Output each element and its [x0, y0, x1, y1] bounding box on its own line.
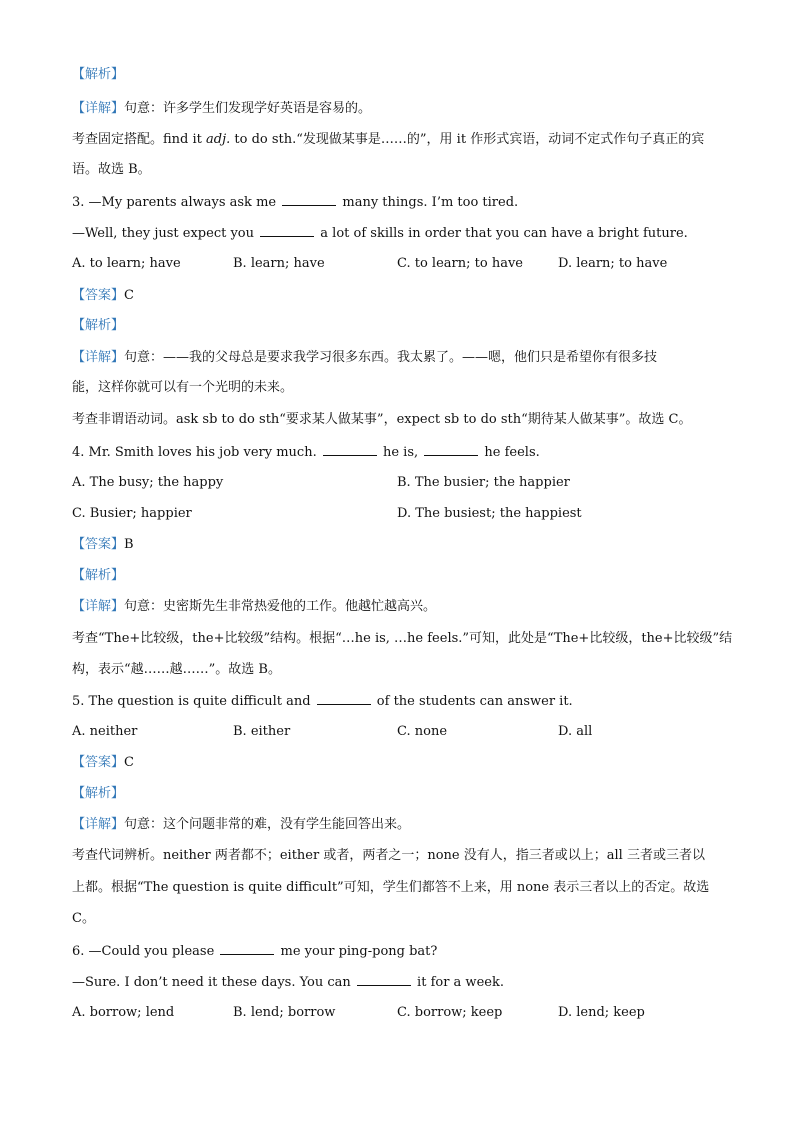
analysis-heading: 【解析】	[72, 67, 125, 82]
answer-blank	[260, 225, 314, 237]
detail-line: 【详解】句意：这个问题非常的难，没有学生能回答出来。	[72, 817, 411, 832]
explanation-line: 语。故选 B。	[72, 162, 151, 177]
detail-line: 【详解】句意：许多学生们发现学好英语是容易的。	[72, 101, 372, 116]
detail-line: 能，这样你就可以有一个光明的未来。	[72, 380, 294, 395]
explanation-line: 考查非谓语动词。ask sb to do sth“要求某人做某事”，expect sb to do sth“期待某人做某事”。故选 C。	[72, 412, 692, 427]
analysis-heading: 【解析】	[72, 318, 125, 333]
explanation-line: 构，表示“越……越……”。故选 B。	[72, 662, 281, 677]
option-d: D. learn; to have	[558, 256, 668, 271]
answer-line: 【答案】B	[72, 537, 134, 552]
explanation-line: 考查“The+比较级，the+比较级”结构。根据“…he is, …he feels.”可知，此处是“The+比较级，the+比较级”结	[72, 631, 733, 646]
detail-line: 【详解】句意：——我的父母总是要求我学习很多东西。我太累了。——嗯，他们只是希望你有很多技	[72, 350, 658, 365]
option-a: A. to learn; have	[72, 256, 181, 271]
explanation-line: 考查代词辨析。neither 两者都不；either 或者，两者之一；none 没有人，指三者或以上；all 三者或三者以	[72, 848, 705, 863]
answer-blank	[220, 943, 274, 955]
option-c: C. none	[397, 724, 448, 739]
option-b: B. either	[233, 724, 291, 739]
answer-blank	[424, 444, 478, 456]
option-c: C. Busier; happier	[72, 506, 192, 521]
question-3-stem: —Well, they just expect you a lot of skills in order that you can have a bright future.	[72, 226, 688, 241]
explanation-line: 考查固定搭配。find it adj. to do sth.“发现做某事是……的”，用 it 作形式宾语，动词不定式作句子真正的宾	[72, 132, 705, 147]
option-a: A. neither	[72, 724, 138, 739]
option-b: B. lend; borrow	[233, 1005, 336, 1020]
analysis-heading: 【解析】	[72, 568, 125, 583]
option-a: A. borrow; lend	[72, 1005, 175, 1020]
answer-blank	[323, 444, 377, 456]
option-c: C. to learn; to have	[397, 256, 523, 271]
answer-blank	[282, 194, 336, 206]
option-d: D. all	[558, 724, 593, 739]
explanation-line: C。	[72, 911, 95, 926]
option-b: B. learn; have	[233, 256, 325, 271]
explanation-line: 上都。根据“The question is quite difficult”可知，学生们都答不上来，用 none 表示三者以上的否定。故选	[72, 880, 710, 895]
analysis-heading: 【解析】	[72, 786, 125, 801]
answer-blank	[317, 693, 371, 705]
answer-line: 【答案】C	[72, 755, 134, 770]
option-c: C. borrow; keep	[397, 1005, 503, 1020]
question-6-stem: 6. —Could you please me your ping-pong bat?	[72, 944, 438, 959]
question-3-stem: 3. —My parents always ask me many things. I’m too tired.	[72, 195, 519, 210]
option-a: A. The busy; the happy	[72, 475, 224, 490]
question-6-stem: —Sure. I don’t need it these days. You can it for a week.	[72, 975, 504, 990]
question-5-stem: 5. The question is quite difficult and of the students can answer it.	[72, 694, 573, 709]
question-4-stem: 4. Mr. Smith loves his job very much. he is, he feels.	[72, 445, 540, 460]
detail-line: 【详解】句意：史密斯先生非常热爱他的工作。他越忙越高兴。	[72, 599, 437, 614]
option-d: D. The busiest; the happiest	[397, 506, 582, 521]
answer-line: 【答案】C	[72, 288, 134, 303]
option-b: B. The busier; the happier	[397, 475, 570, 490]
answer-blank	[357, 974, 411, 986]
option-d: D. lend; keep	[558, 1005, 645, 1020]
